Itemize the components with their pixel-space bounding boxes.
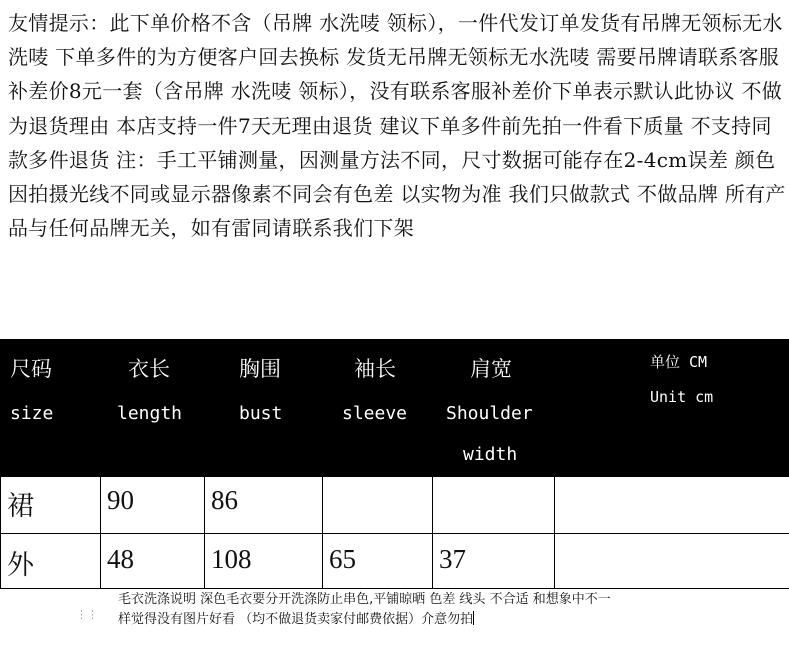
drag-handle-icon[interactable]: ⋮⋮ <box>76 608 98 621</box>
header-length-en: length <box>117 403 183 424</box>
header-shoulder-en: Shoulder <box>446 403 533 424</box>
text-caret <box>473 611 474 625</box>
cell-length: 48 <box>100 534 204 589</box>
care-line-2 <box>118 610 718 630</box>
cell-empty <box>554 534 789 589</box>
header-bust-zh: 胸围 <box>239 357 281 381</box>
table-row <box>0 534 789 589</box>
header-sleeve-zh: 袖长 <box>354 357 396 381</box>
header-size-en: size <box>10 403 54 424</box>
unit-label-zh: 单位 CM <box>650 353 708 371</box>
care-instructions[interactable] <box>118 590 718 630</box>
header-sleeve-en: sleeve <box>342 403 408 424</box>
size-table-body <box>0 476 789 589</box>
cell-length: 90 <box>100 476 204 533</box>
cell-shoulder <box>432 476 554 533</box>
size-table-header <box>0 339 789 476</box>
cell-empty <box>554 476 789 533</box>
care-line-2-text: 样觉得没有图片好看 （均不做退货卖家付邮费依据）介意勿拍 <box>118 612 474 627</box>
cell-shoulder: 37 <box>432 534 554 589</box>
cell-bust: 86 <box>204 476 322 533</box>
header-shoulder-zh: 肩宽 <box>470 357 512 381</box>
notice-text: 友情提示：此下单价格不含（吊牌 水洗唛 领标），一件代发订单发货有吊牌无领标无水洗唛 下单多件的为方便客户回去换标 发货无吊牌无领标无水洗唛 需要吊牌请联系客服补差价8元一套（含吊牌 水洗唛 领标），没有联系客服补差价下单表示默认此协议 不做为退货理由 本店支持一件7天无理由退货 建议下单多件前先拍一件看下质量 不支持同款多件退货 注：手工平铺测量，因测量方法不同，尺寸数据可能存在2-4cm误差 颜色因拍摄光线不同或显示器像素不同会有色差 以实物为准 我们只做款式 不做品牌 所有产品与任何品牌无关，如有雷同请联系我们下架 <box>8 11 786 241</box>
header-size-zh: 尺码 <box>10 357 52 381</box>
table-rule <box>0 588 789 589</box>
row-label: 外 <box>0 534 100 589</box>
header-length-zh: 衣长 <box>128 357 170 381</box>
cell-bust: 108 <box>204 534 322 589</box>
header-shoulder-en-2: width <box>463 444 518 465</box>
care-line-1: 毛衣洗涤说明 深色毛衣要分开洗涤防止串色,平铺晾晒 色差 线头 不合适 和想象中不一 <box>118 592 611 607</box>
row-label: 裙 <box>0 476 100 533</box>
header-bust-en: bust <box>239 403 283 424</box>
unit-label-en: Unit cm <box>650 388 714 406</box>
table-row <box>0 476 789 533</box>
cell-sleeve: 65 <box>322 534 432 589</box>
cell-sleeve <box>322 476 432 533</box>
